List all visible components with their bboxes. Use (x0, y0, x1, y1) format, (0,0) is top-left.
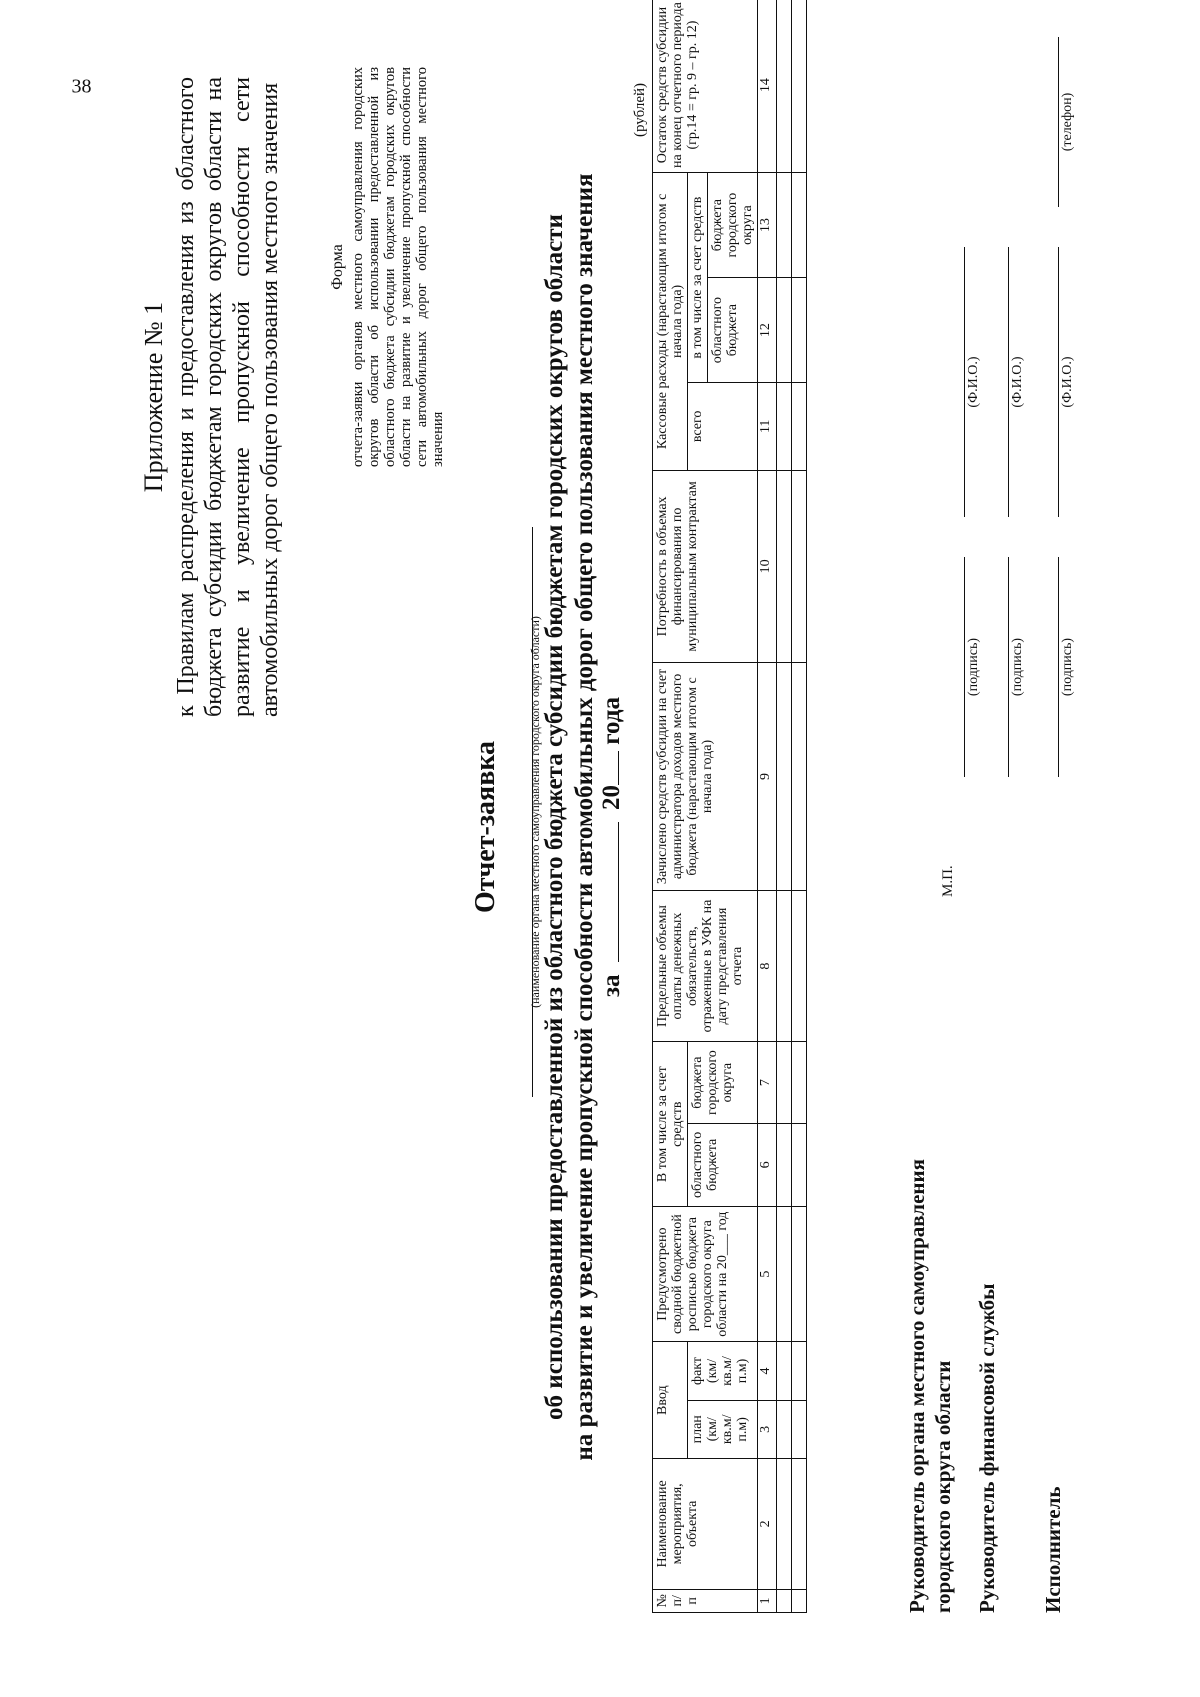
period-20: 20 (598, 784, 625, 810)
forma-text: отчета-заявки органов местного самоуправления городских округов области об использовании предоставленной из областного бюджета субсидии бюджетам городских округов области на развитие и увеличение пропускной способности сети автомобильных дорог общего пользования местного значения (350, 67, 446, 467)
forma-title: Форма (329, 244, 346, 290)
header-no: № п/п (653, 1589, 758, 1612)
report-table (652, 0, 807, 1613)
header-rest: Остаток средств субсидии на конец отчетного периода (гр.14 = гр. 9 – гр. 12) (653, 0, 758, 173)
subtitle-line-2: на развитие и увеличение пропускной способности автомобильных дорог общего пользования местного значения (571, 173, 598, 1461)
header-obl2: областного бюджета (708, 278, 758, 383)
col-num: 12 (758, 278, 777, 383)
header-plan: план (км/ кв.м/ п.м) (688, 1400, 758, 1458)
report-subtitle (540, 0, 600, 1637)
col-num: 7 (758, 1042, 777, 1123)
col-num: 13 (758, 173, 777, 278)
period-blank (600, 822, 619, 962)
head-fio-caption: (Ф.И.О.) (966, 356, 981, 408)
head-signature-caption: (подпись) (966, 637, 981, 697)
executor-signature-line (1044, 557, 1059, 777)
header-name: Наименование мероприятия, объекта (653, 1458, 758, 1589)
head-fio-line (950, 247, 965, 517)
period-year-blank (600, 751, 619, 785)
forma-block (330, 67, 446, 467)
finance-signature-line (994, 557, 1009, 777)
header-credited: Зачислено средств субсидии на счет администратора доходов местного бюджета (нарастающим итогом с начала года) (653, 663, 758, 891)
executor-signature-caption: (подпись) (1060, 637, 1075, 697)
head-signatory (904, 1159, 956, 1613)
executor-phone-line (1044, 37, 1059, 207)
finance-fio-line (994, 247, 1009, 517)
col-num: 5 (758, 1206, 777, 1341)
column-number-row (758, 0, 777, 1613)
finance-signatory: Руководитель финансовой службы (975, 1283, 999, 1613)
period-za: за (598, 974, 625, 997)
col-num: 14 (758, 0, 777, 173)
header-need: Потребность в объемах финансирования по муниципальным контрактам (653, 470, 758, 663)
period-line (598, 497, 626, 1197)
report-title: Отчет-заявка (470, 740, 501, 914)
col-num: 6 (758, 1123, 777, 1206)
executor-fio-line (1044, 247, 1059, 517)
appendix-title: Приложение № 1 (139, 301, 168, 493)
executor-fio-caption: (Ф.И.О.) (1060, 356, 1075, 408)
col-num: 1 (758, 1589, 777, 1612)
col-num: 8 (758, 890, 777, 1042)
col-num: 9 (758, 663, 777, 891)
header-limits: Предельные объемы оплаты денежных обязательств, отраженные в УФК на дату представления отчета (653, 890, 758, 1042)
header-budget: Предусмотрено сводной бюджетной росписью бюджета городского округа области на 20___ год (653, 1206, 758, 1341)
executor-phone-caption: (телефон) (1060, 92, 1075, 152)
empty-row (792, 0, 807, 1613)
header-fact: факт (км/ кв.м/ п.м) (688, 1342, 758, 1400)
header-vvod: Ввод (653, 1342, 688, 1459)
header-gor: бюджета городского округа (688, 1042, 758, 1123)
header-incl: В том числе за счет средств (653, 1042, 688, 1207)
head-line-2: городского округа области (931, 1360, 955, 1613)
appendix-text: к Правилам распределения и предоставления из областного бюджета субсидии бюджетам городских округов области на развитие и увеличение пропускной способности сети автомобильных дорог общего пользования местного значения (173, 77, 283, 717)
head-signature-line (950, 557, 965, 777)
finance-fio-caption: (Ф.И.О.) (1010, 356, 1025, 408)
col-num: 11 (758, 383, 777, 471)
header-gor2: бюджета городского округа (708, 173, 758, 278)
header-obl: областного бюджета (688, 1123, 758, 1206)
period-year: года (598, 697, 625, 745)
col-num: 3 (758, 1400, 777, 1458)
header-cash: Кассовые расходы (нарастающим итогом с начала года) (653, 173, 688, 471)
subtitle-line-1: об использовании предоставленной из областного бюджета субсидии бюджетам городских округов области (541, 214, 568, 1420)
stamp-place: М.П. (940, 865, 956, 897)
currency-note: (рублей) (632, 82, 648, 137)
header-total: всего (688, 383, 758, 471)
org-caption: (наименование органа местного самоуправления городского округа области) (528, 616, 542, 1008)
col-num: 4 (758, 1342, 777, 1400)
header-incl2: в том числе за счет средств (688, 173, 708, 383)
page-number: 38 (71, 75, 92, 98)
col-num: 2 (758, 1458, 777, 1589)
executor-signatory: Исполнитель (1041, 1486, 1065, 1613)
appendix-block (140, 77, 284, 717)
empty-row (777, 0, 792, 1613)
finance-signature-caption: (подпись) (1010, 637, 1025, 697)
head-line-1: Руководитель органа местного самоуправления (905, 1159, 929, 1613)
col-num: 10 (758, 470, 777, 663)
